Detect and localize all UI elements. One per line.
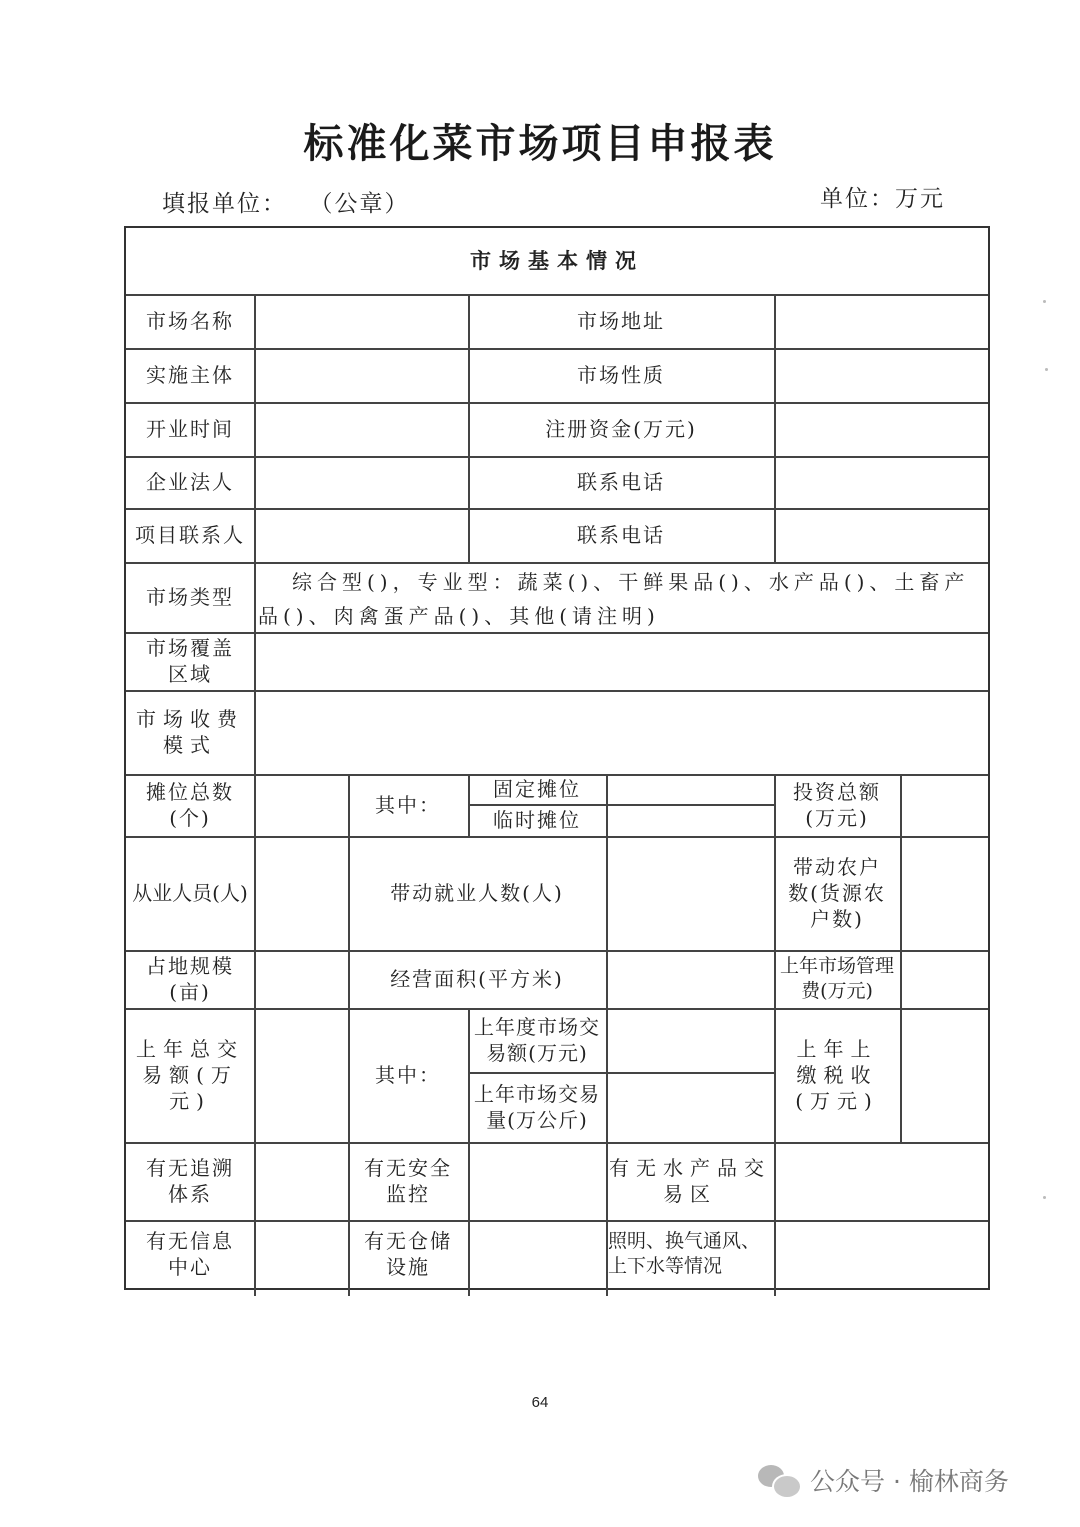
field-safety-monitoring[interactable] [469,1142,606,1220]
reporting-unit-line [162,185,410,218]
field-traceability[interactable] [255,1142,348,1220]
label-project-contact: 项目联系人 [135,523,245,547]
label-market-name: 市场名称 [146,309,234,333]
label-opening-time: 开业时间 [146,417,234,441]
field-jobs-created[interactable] [607,836,774,950]
label-mgmt-fee: 上年市场管理费(万元) [779,955,894,1002]
label-info-center: 有无信息中心 [146,1229,234,1279]
wechat-icon [758,1463,800,1497]
field-stall-total[interactable] [255,774,348,836]
label-fixed-stalls: 固定摊位 [493,777,581,801]
field-farm-households[interactable] [901,836,988,950]
field-fixed-stalls[interactable] [607,774,774,804]
field-market-trade-amount[interactable] [607,1008,774,1072]
field-land-area[interactable] [255,950,348,1008]
seal-label: （公章） [321,191,410,217]
watermark [758,1462,1009,1498]
field-legal-person[interactable] [255,456,468,508]
field-fee-model[interactable] [255,690,988,774]
label-market-address: 市场地址 [577,309,665,333]
field-registered-capital[interactable] [775,402,988,456]
field-aquatic-zone[interactable] [775,1142,988,1220]
label-traceability: 有无追溯体系 [146,1156,234,1206]
label-operating-area: 经营面积(平方米) [390,967,564,991]
application-form-table [124,226,990,1290]
unit-label: 单位：万元 [820,186,945,212]
label-legal-person: 企业法人 [146,470,234,494]
label-among: 其中： [375,793,441,817]
label-contact-phone-2: 联系电话 [577,523,665,547]
label-fee-model: 市场收费模式 [136,707,244,757]
label-total-investment: 投资总额(万元) [793,780,881,830]
label-stall-total: 摊位总数(个) [146,780,234,830]
field-temp-stalls[interactable] [607,804,774,836]
field-project-contact[interactable] [255,508,468,562]
field-operating-area[interactable] [607,950,774,1008]
label-facilities: 照明、换气通风、上下水等情况 [608,1230,761,1277]
label-storage: 有无仓储设施 [364,1229,452,1279]
label-among-2: 其中： [375,1063,441,1087]
label-contact-phone: 联系电话 [577,470,665,494]
label-jobs-created: 带动就业人数(人) [390,881,564,905]
label-market-trade-volume: 上年市场交易量(万公斤) [474,1082,600,1132]
label-land-area: 占地规模(亩) [146,954,234,1004]
document-title: 标准化菜市场项目申报表 [303,120,777,167]
field-coverage-area[interactable] [255,632,988,690]
field-total-trade[interactable] [255,1008,348,1142]
label-safety-monitoring: 有无安全监控 [364,1156,452,1206]
field-mgmt-fee[interactable] [901,950,988,1008]
page-number: 64 [531,1394,549,1411]
reporting-unit-label: 填报单位： [162,191,287,217]
scan-speck [1043,1196,1046,1199]
label-registered-capital: 注册资金(万元) [545,417,697,441]
label-coverage-area: 市场覆盖区域 [146,636,234,686]
section-header: 市场基本情况 [470,248,644,274]
field-info-center[interactable] [255,1220,348,1288]
label-total-trade: 上年总交易额(万元) [136,1037,244,1113]
label-market-type: 市场类型 [146,585,234,609]
field-implementer[interactable] [255,348,468,402]
label-temp-stalls: 临时摊位 [493,808,581,832]
label-employees: 从业人员(人) [132,881,248,905]
field-contact-phone-2[interactable] [775,508,988,562]
scan-speck [1043,300,1046,303]
field-opening-time[interactable] [255,402,468,456]
watermark-text: 公众号 · 榆林商务 [810,1467,1009,1496]
label-tax: 上年上缴税收(万元) [795,1037,879,1113]
field-tax[interactable] [901,1008,988,1142]
field-contact-phone[interactable] [775,456,988,508]
market-type-options: 综合型()，专业型：蔬菜()、干鲜果品()、水产品()、土畜产品()、肉禽蛋产品()、其他(请注明) [258,570,970,628]
field-facilities[interactable] [775,1220,988,1288]
field-market-name[interactable] [255,294,468,348]
field-market-trade-volume[interactable] [607,1072,774,1142]
label-aquatic-zone: 有无水产品交易区 [609,1156,771,1206]
label-implementer: 实施主体 [146,363,234,387]
field-market-address[interactable] [775,294,988,348]
field-storage[interactable] [469,1220,606,1288]
scan-speck [1045,368,1048,371]
label-farm-households: 带动农户数(货源农户数) [788,855,886,931]
label-market-trade-amount: 上年度市场交易额(万元) [474,1015,600,1065]
label-market-nature: 市场性质 [577,363,665,387]
field-employees[interactable] [255,836,348,950]
field-market-nature[interactable] [775,348,988,402]
field-total-investment[interactable] [901,774,988,836]
